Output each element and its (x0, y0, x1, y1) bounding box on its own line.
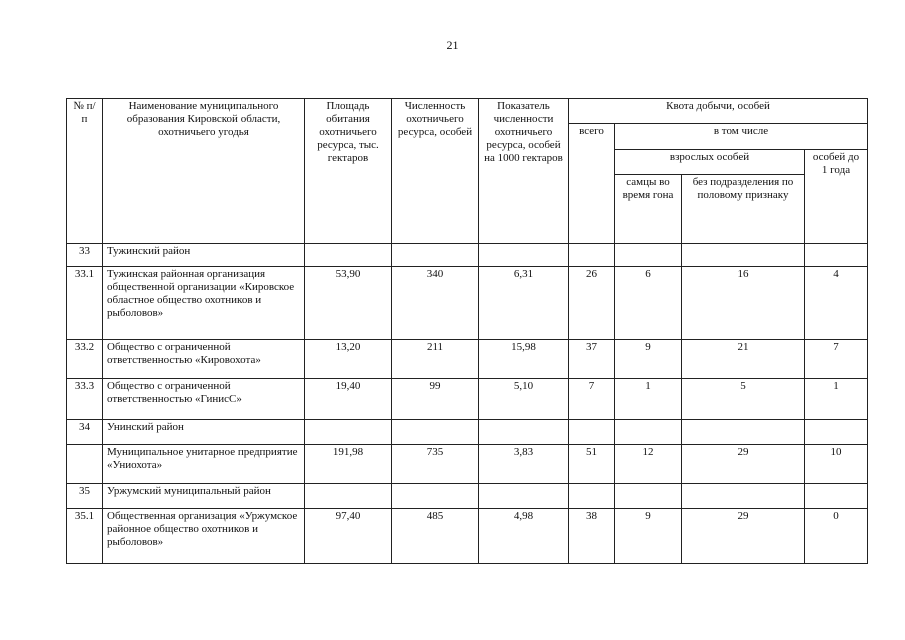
cell-area: 13,20 (305, 340, 392, 379)
cell-name: Уржумский муниципальный район (103, 484, 305, 509)
cell-under1: 7 (805, 340, 868, 379)
cell-total (569, 420, 615, 445)
cell-males: 9 (615, 340, 682, 379)
cell-count: 99 (392, 379, 479, 420)
table-row (67, 244, 868, 267)
cell-count: 485 (392, 509, 479, 564)
cell-density: 6,31 (479, 267, 569, 340)
cell-area: 97,40 (305, 509, 392, 564)
cell-total: 38 (569, 509, 615, 564)
cell-area: 19,40 (305, 379, 392, 420)
table-row (67, 379, 868, 420)
header-males-rut: самцы во время гона (615, 175, 682, 244)
cell-count (392, 484, 479, 509)
header-num: № п/п (67, 99, 103, 244)
cell-nosex (682, 484, 805, 509)
cell-males: 9 (615, 509, 682, 564)
cell-males: 12 (615, 445, 682, 484)
cell-total: 26 (569, 267, 615, 340)
cell-num: 33.3 (67, 379, 103, 420)
cell-males (615, 420, 682, 445)
header-row-1 (67, 99, 868, 124)
cell-nosex: 29 (682, 445, 805, 484)
cell-nosex: 16 (682, 267, 805, 340)
cell-name: Общество с ограниченной ответственностью «Кировохота» (103, 340, 305, 379)
header-density: Показатель численности охотничьего ресурса, особей на 1000 гектаров (479, 99, 569, 244)
header-name: Наименование муниципального образования Кировской области, охотничьего угодья (103, 99, 305, 244)
cell-name: Унинский район (103, 420, 305, 445)
table-row (67, 484, 868, 509)
cell-males: 6 (615, 267, 682, 340)
cell-count: 211 (392, 340, 479, 379)
header-total: всего (569, 124, 615, 244)
cell-name: Общество с ограниченной ответственностью «ГинисС» (103, 379, 305, 420)
table-row (67, 509, 868, 564)
table-row (67, 420, 868, 445)
cell-nosex: 29 (682, 509, 805, 564)
cell-total (569, 244, 615, 267)
table-row (67, 445, 868, 484)
header-adults: взрослых особей (615, 150, 805, 175)
header-no-sex: без подразделения по половому признаку (682, 175, 805, 244)
cell-count: 735 (392, 445, 479, 484)
header-quota: Квота добычи, особей (569, 99, 868, 124)
cell-total: 51 (569, 445, 615, 484)
header-count: Численность охотничьего ресурса, особей (392, 99, 479, 244)
cell-name: Муниципальное унитарное предприятие «Униохота» (103, 445, 305, 484)
cell-total: 7 (569, 379, 615, 420)
cell-under1 (805, 484, 868, 509)
cell-num: 35.1 (67, 509, 103, 564)
table-row (67, 340, 868, 379)
cell-density (479, 420, 569, 445)
cell-num: 33 (67, 244, 103, 267)
cell-density (479, 484, 569, 509)
cell-area (305, 244, 392, 267)
cell-density: 3,83 (479, 445, 569, 484)
page-number: 21 (446, 38, 459, 52)
cell-nosex (682, 244, 805, 267)
quota-table (66, 98, 868, 564)
cell-under1: 4 (805, 267, 868, 340)
cell-num: 33.2 (67, 340, 103, 379)
cell-males (615, 484, 682, 509)
cell-males (615, 244, 682, 267)
cell-males: 1 (615, 379, 682, 420)
cell-num (67, 445, 103, 484)
cell-under1: 10 (805, 445, 868, 484)
cell-under1: 0 (805, 509, 868, 564)
cell-density: 15,98 (479, 340, 569, 379)
cell-area (305, 420, 392, 445)
cell-under1 (805, 420, 868, 445)
cell-name: Тужинская районная организация общественной организации «Кировское областное общество охотников и рыболовов» (103, 267, 305, 340)
cell-count: 340 (392, 267, 479, 340)
cell-total (569, 484, 615, 509)
cell-under1 (805, 244, 868, 267)
cell-num: 34 (67, 420, 103, 445)
header-under1: особей до 1 года (805, 150, 868, 244)
cell-count (392, 420, 479, 445)
header-including: в том числе (615, 124, 868, 150)
cell-name: Общественная организация «Уржумское районное общество охотников и рыболовов» (103, 509, 305, 564)
cell-density (479, 244, 569, 267)
cell-count (392, 244, 479, 267)
cell-name: Тужинский район (103, 244, 305, 267)
cell-total: 37 (569, 340, 615, 379)
header-area: Площадь обитания охотничьего ресурса, тыс. гектаров (305, 99, 392, 244)
cell-density: 5,10 (479, 379, 569, 420)
cell-density: 4,98 (479, 509, 569, 564)
table-row (67, 267, 868, 340)
cell-under1: 1 (805, 379, 868, 420)
cell-area (305, 484, 392, 509)
cell-area: 191,98 (305, 445, 392, 484)
cell-nosex: 5 (682, 379, 805, 420)
cell-nosex: 21 (682, 340, 805, 379)
cell-num: 35 (67, 484, 103, 509)
cell-nosex (682, 420, 805, 445)
cell-num: 33.1 (67, 267, 103, 340)
cell-area: 53,90 (305, 267, 392, 340)
